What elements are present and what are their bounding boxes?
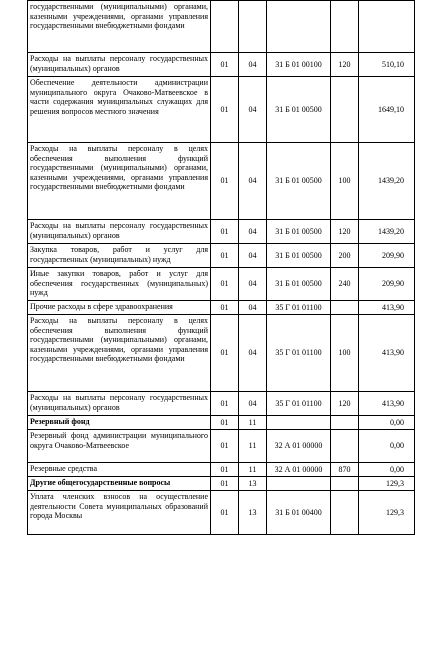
- budget-table-page: [27, 0, 414, 535]
- item-name-cell: Расходы на выплаты персоналу государственных (муниципальных) органов: [28, 392, 211, 416]
- subsection-code-cell: 11: [239, 463, 267, 477]
- target-article-cell: 31 Б 01 00500: [267, 220, 331, 244]
- table-row: [28, 315, 415, 392]
- subsection-code-cell: 04: [239, 315, 267, 392]
- target-article-cell: [267, 416, 331, 430]
- subsection-code-cell: 04: [239, 77, 267, 143]
- section-code-cell: 01: [211, 301, 239, 315]
- table-row: [28, 301, 415, 315]
- item-name-cell: Другие общегосударственные вопросы: [28, 477, 211, 491]
- item-name-cell: Уплата членских взносов на осуществление деятельности Совета муниципальных образований города Москвы: [28, 491, 211, 535]
- expense-type-cell: 120: [331, 392, 359, 416]
- table-row: [28, 392, 415, 416]
- subsection-code-cell: 04: [239, 143, 267, 220]
- item-name-cell: Резервный фонд: [28, 416, 211, 430]
- subsection-code-cell: 11: [239, 416, 267, 430]
- target-article-cell: 31 Б 01 00500: [267, 143, 331, 220]
- target-article-cell: 35 Г 01 01100: [267, 301, 331, 315]
- subsection-code-cell: 13: [239, 477, 267, 491]
- subsection-code-cell: 13: [239, 491, 267, 535]
- table-row: [28, 53, 415, 77]
- section-code-cell: 01: [211, 53, 239, 77]
- amount-cell: 413,90: [359, 315, 415, 392]
- section-code-cell: 01: [211, 220, 239, 244]
- amount-cell: 209,90: [359, 268, 415, 301]
- amount-cell: 0,00: [359, 416, 415, 430]
- table-row: [28, 416, 415, 430]
- section-code-cell: 01: [211, 430, 239, 463]
- section-code-cell: [211, 1, 239, 53]
- section-code-cell: 01: [211, 268, 239, 301]
- amount-cell: 209,90: [359, 244, 415, 268]
- expense-type-cell: [331, 477, 359, 491]
- subsection-code-cell: 04: [239, 268, 267, 301]
- target-article-cell: 31 Б 01 00500: [267, 77, 331, 143]
- amount-cell: 510,10: [359, 53, 415, 77]
- section-code-cell: 01: [211, 392, 239, 416]
- amount-cell: [359, 1, 415, 53]
- item-name-cell: Иные закупки товаров, работ и услуг для обеспечения государственных (муниципальных) нужд: [28, 268, 211, 301]
- item-name-cell: Расходы на выплаты персоналу в целях обеспечения выполнения функций государственными (муниципальными) органами, казенными учреждениями, органами управления государственными внебюджетными фондами: [28, 315, 211, 392]
- table-row: [28, 77, 415, 143]
- amount-cell: 129,3: [359, 477, 415, 491]
- expense-type-cell: 120: [331, 53, 359, 77]
- section-code-cell: 01: [211, 416, 239, 430]
- item-name-cell: Резервные средства: [28, 463, 211, 477]
- amount-cell: 413,90: [359, 392, 415, 416]
- target-article-cell: [267, 1, 331, 53]
- table-row: [28, 477, 415, 491]
- expense-type-cell: 120: [331, 220, 359, 244]
- section-code-cell: 01: [211, 143, 239, 220]
- amount-cell: 1439,20: [359, 220, 415, 244]
- table-row: [28, 220, 415, 244]
- expense-type-cell: 100: [331, 315, 359, 392]
- target-article-cell: 32 А 01 00000: [267, 430, 331, 463]
- expense-type-cell: [331, 77, 359, 143]
- expense-type-cell: 200: [331, 244, 359, 268]
- item-name-cell: Резервный фонд администрации муниципального округа Очаково-Матвеевское: [28, 430, 211, 463]
- item-name-cell: государственными (муниципальными) органами, казенными учреждениями, органами управления государственными внебюджетными фондами: [28, 1, 211, 53]
- subsection-code-cell: 04: [239, 53, 267, 77]
- amount-cell: 1439,20: [359, 143, 415, 220]
- expense-type-cell: [331, 491, 359, 535]
- target-article-cell: 31 Б 01 00500: [267, 268, 331, 301]
- expense-type-cell: [331, 430, 359, 463]
- table-row: [28, 244, 415, 268]
- subsection-code-cell: 04: [239, 244, 267, 268]
- subsection-code-cell: 04: [239, 392, 267, 416]
- expense-type-cell: [331, 416, 359, 430]
- target-article-cell: [267, 477, 331, 491]
- subsection-code-cell: 11: [239, 430, 267, 463]
- target-article-cell: 31 Б 01 00100: [267, 53, 331, 77]
- target-article-cell: 32 А 01 00000: [267, 463, 331, 477]
- target-article-cell: 35 Г 01 01100: [267, 392, 331, 416]
- section-code-cell: 01: [211, 491, 239, 535]
- section-code-cell: 01: [211, 463, 239, 477]
- amount-cell: 0,00: [359, 430, 415, 463]
- expense-type-cell: [331, 301, 359, 315]
- item-name-cell: Закупка товаров, работ и услуг для государственных (муниципальных) нужд: [28, 244, 211, 268]
- table-row: [28, 143, 415, 220]
- table-row: [28, 268, 415, 301]
- section-code-cell: 01: [211, 477, 239, 491]
- item-name-cell: Расходы на выплаты персоналу государственных (муниципальных) органов: [28, 220, 211, 244]
- section-code-cell: 01: [211, 244, 239, 268]
- section-code-cell: 01: [211, 77, 239, 143]
- budget-table: [27, 0, 415, 535]
- item-name-cell: Расходы на выплаты персоналу государственных (муниципальных) органов: [28, 53, 211, 77]
- item-name-cell: Прочие расходы в сфере здравоохранения: [28, 301, 211, 315]
- section-code-cell: 01: [211, 315, 239, 392]
- subsection-code-cell: 04: [239, 301, 267, 315]
- item-name-cell: Расходы на выплаты персоналу в целях обеспечения выполнения функций государственными (муниципальными) органами, казенными учреждениями, органами управления государственными внебюджетными фондами: [28, 143, 211, 220]
- table-row: [28, 430, 415, 463]
- budget-table-body: [28, 1, 415, 535]
- expense-type-cell: 100: [331, 143, 359, 220]
- amount-cell: 0,00: [359, 463, 415, 477]
- subsection-code-cell: [239, 1, 267, 53]
- item-name-cell: Обеспечение деятельности администрации муниципального округа Очаково-Матвеевское в части содержания муниципальных служащих для решения вопросов местного значения: [28, 77, 211, 143]
- table-row: [28, 1, 415, 53]
- amount-cell: 129,3: [359, 491, 415, 535]
- target-article-cell: 35 Г 01 01100: [267, 315, 331, 392]
- amount-cell: 1649,10: [359, 77, 415, 143]
- table-row: [28, 491, 415, 535]
- target-article-cell: 31 Б 01 00400: [267, 491, 331, 535]
- subsection-code-cell: 04: [239, 220, 267, 244]
- table-row: [28, 463, 415, 477]
- expense-type-cell: 240: [331, 268, 359, 301]
- expense-type-cell: [331, 1, 359, 53]
- amount-cell: 413,90: [359, 301, 415, 315]
- expense-type-cell: 870: [331, 463, 359, 477]
- target-article-cell: 31 Б 01 00500: [267, 244, 331, 268]
